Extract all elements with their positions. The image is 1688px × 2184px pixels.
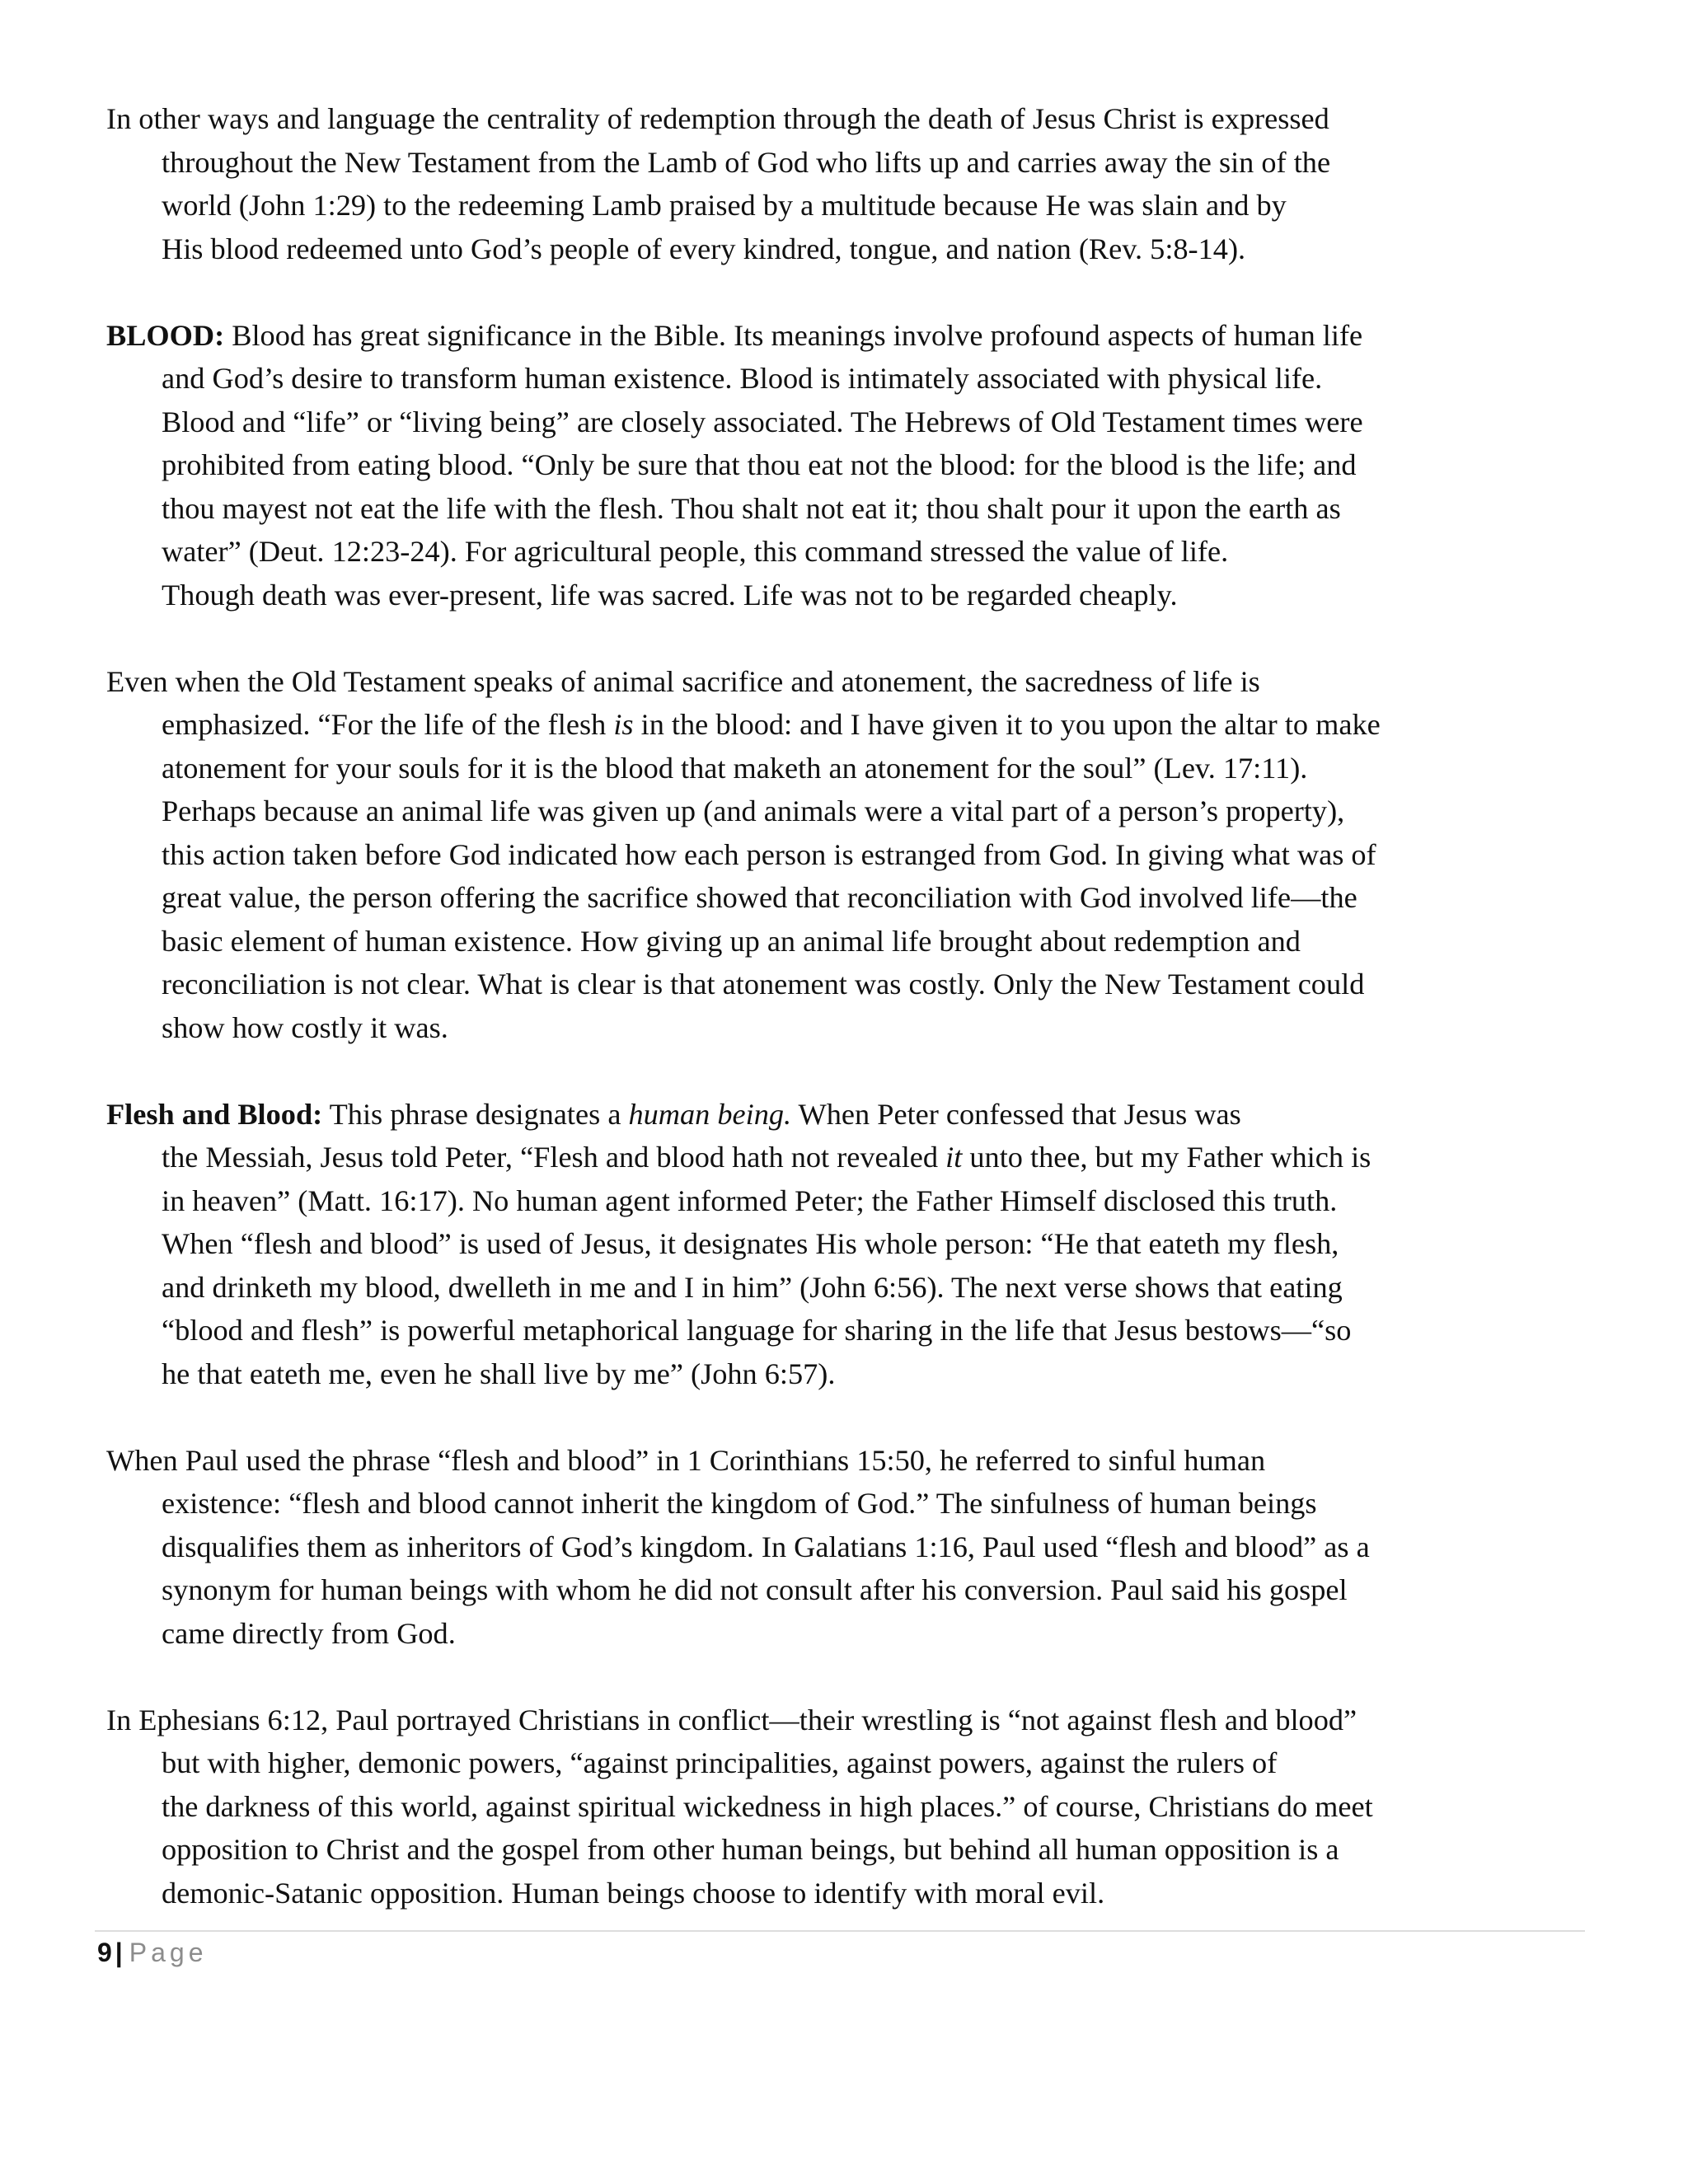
text-line xyxy=(162,1568,1516,1612)
text-line xyxy=(162,1612,1516,1656)
text-line xyxy=(162,1872,1516,1915)
paragraph-redemption xyxy=(106,97,1516,270)
text-run: throughout the New Testament from the Lamb of God who lifts up and carries away the sin of the xyxy=(162,145,1331,179)
text-line xyxy=(106,314,1516,358)
text-line xyxy=(162,920,1516,963)
text-run: thou mayest not eat the life with the flesh. Thou shalt not eat it; thou shalt pour it upon the earth as xyxy=(162,491,1341,525)
page-label: Page xyxy=(129,1938,208,1967)
text-run: the Messiah, Jesus told Peter, “Flesh and blood hath not revealed xyxy=(162,1141,946,1174)
paragraph-blood xyxy=(106,314,1516,617)
text-line xyxy=(162,833,1516,877)
text-line xyxy=(162,1179,1516,1223)
text-line xyxy=(162,401,1516,444)
text-line xyxy=(106,1093,1516,1137)
text-run: show how costly it was. xyxy=(162,1010,448,1044)
text-run: When Paul used the phrase “flesh and blood” in 1 Corinthians 15:50, he referred to sinful human xyxy=(106,1443,1266,1477)
text-line xyxy=(162,1352,1516,1396)
text-run: When “flesh and blood” is used of Jesus, it designates His whole person: “He that eateth my flesh, xyxy=(162,1227,1339,1260)
text-line xyxy=(162,141,1516,185)
page-number: 9 xyxy=(97,1938,112,1967)
paragraph-paul-corinthians xyxy=(106,1439,1516,1656)
text-run: In other ways and language the centrality of redemption through the death of Jesus Christ is expressed xyxy=(106,102,1329,135)
text-run: demonic-Satanic opposition. Human beings choose to identify with moral evil. xyxy=(162,1876,1105,1910)
text-run: In Ephesians 6:12, Paul portrayed Christians in conflict—their wrestling is “not against flesh and blood” xyxy=(106,1703,1357,1736)
italic-text: is xyxy=(613,708,634,741)
text-run: atonement for your souls for it is the blood that maketh an atonement for the soul” (Lev. 17:11). xyxy=(162,751,1308,785)
text-run: water” (Deut. 12:23-24). For agricultural people, this command stressed the value of life. xyxy=(162,535,1229,568)
text-run: great value, the person offering the sacrifice showed that reconciliation with God involved life—the xyxy=(162,881,1357,914)
text-line xyxy=(162,1136,1516,1179)
text-run: This phrase designates a xyxy=(322,1097,629,1131)
text-run: the darkness of this world, against spiritual wickedness in high places.” of course, Christians do meet xyxy=(162,1789,1373,1823)
text-run: synonym for human beings with whom he did not consult after his conversion. Paul said his gospel xyxy=(162,1573,1348,1606)
text-run: and God’s desire to transform human existence. Blood is intimately associated with physical life. xyxy=(162,362,1323,395)
text-run: “blood and flesh” is powerful metaphorical language for sharing in the life that Jesus bestows—“so xyxy=(162,1314,1352,1347)
text-line xyxy=(162,1266,1516,1310)
italic-text: human being. xyxy=(628,1097,792,1131)
text-line xyxy=(162,1006,1516,1050)
text-line xyxy=(162,876,1516,920)
text-line xyxy=(162,357,1516,401)
bold-term: Flesh and Blood: xyxy=(106,1097,323,1131)
text-run: Blood has great significance in the Bible. Its meanings involve profound aspects of human life xyxy=(224,318,1363,352)
text-line xyxy=(162,227,1516,271)
text-line xyxy=(162,1482,1516,1526)
footer-separator: | xyxy=(115,1938,123,1967)
text-line xyxy=(162,184,1516,227)
text-run: but with higher, demonic powers, “against principalities, against powers, against the rulers of xyxy=(162,1746,1278,1779)
text-run: Even when the Old Testament speaks of animal sacrifice and atonement, the sacredness of life is xyxy=(106,664,1260,698)
text-run: prohibited from eating blood. “Only be sure that thou eat not the blood: for the blood is the life; and xyxy=(162,448,1357,481)
text-line xyxy=(162,963,1516,1006)
text-run: emphasized. “For the life of the flesh xyxy=(162,708,614,741)
text-run: Blood and “life” or “living being” are closely associated. The Hebrews of Old Testament times were xyxy=(162,405,1363,438)
text-line xyxy=(162,1785,1516,1829)
text-run: opposition to Christ and the gospel from other human beings, but behind all human opposition is a xyxy=(162,1833,1339,1866)
italic-text: it xyxy=(945,1141,963,1174)
text-run: unto thee, but my Father which is xyxy=(962,1141,1372,1174)
text-run: in the blood: and I have given it to you upon the altar to make xyxy=(633,708,1381,741)
text-run: world (John 1:29) to the redeeming Lamb praised by a multitude because He was slain and by xyxy=(162,189,1287,222)
bold-term: BLOOD: xyxy=(106,318,225,352)
text-line xyxy=(162,530,1516,574)
page-footer xyxy=(97,1936,207,1969)
paragraph-sacrifice-atonement xyxy=(106,660,1516,1050)
text-line xyxy=(162,443,1516,487)
text-line xyxy=(162,790,1516,833)
paragraph-paul-ephesians xyxy=(106,1699,1516,1915)
text-line xyxy=(106,1439,1516,1483)
text-line xyxy=(106,97,1516,141)
text-line xyxy=(162,1741,1516,1785)
text-run: When Peter confessed that Jesus was xyxy=(791,1097,1241,1131)
footer-divider xyxy=(95,1930,1585,1932)
text-line xyxy=(106,1699,1516,1742)
text-line xyxy=(162,574,1516,617)
text-line xyxy=(162,747,1516,790)
text-line xyxy=(106,660,1516,704)
text-line xyxy=(162,703,1516,747)
paragraph-flesh-and-blood xyxy=(106,1093,1516,1396)
text-run: disqualifies them as inheritors of God’s kingdom. In Galatians 1:16, Paul used “flesh and blood” as a xyxy=(162,1530,1370,1563)
text-run: he that eateth me, even he shall live by me” (John 6:57). xyxy=(162,1357,836,1390)
document-body xyxy=(106,97,1516,1958)
text-run: and drinketh my blood, dwelleth in me and I in him” (John 6:56). The next verse shows that eating xyxy=(162,1270,1343,1304)
text-run: His blood redeemed unto God’s people of every kindred, tongue, and nation (Rev. 5:8-14). xyxy=(162,232,1246,265)
text-line xyxy=(162,1222,1516,1266)
text-run: this action taken before God indicated how each person is estranged from God. In giving what was of xyxy=(162,837,1376,871)
text-run: existence: “flesh and blood cannot inherit the kingdom of God.” The sinfulness of human beings xyxy=(162,1487,1317,1520)
text-run: came directly from God. xyxy=(162,1616,456,1650)
text-run: basic element of human existence. How giving up an animal life brought about redemption and xyxy=(162,924,1301,958)
text-run: reconciliation is not clear. What is clear is that atonement was costly. Only the New Testament could xyxy=(162,968,1365,1001)
text-line xyxy=(162,487,1516,531)
text-line xyxy=(162,1526,1516,1569)
text-run: in heaven” (Matt. 16:17). No human agent informed Peter; the Father Himself disclosed this truth. xyxy=(162,1183,1338,1217)
text-run: Perhaps because an animal life was given up (and animals were a vital part of a person’s property), xyxy=(162,794,1345,827)
text-run: Though death was ever-present, life was sacred. Life was not to be regarded cheaply. xyxy=(162,578,1178,612)
text-line xyxy=(162,1828,1516,1872)
text-line xyxy=(162,1309,1516,1352)
